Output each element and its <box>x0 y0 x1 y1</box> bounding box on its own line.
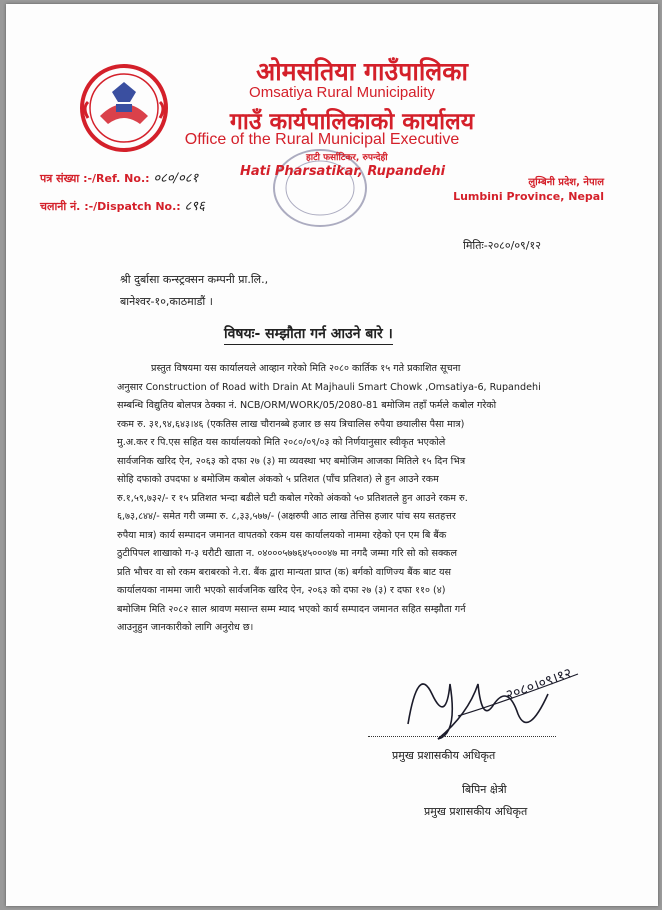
stamp-location-np: हाटी फर्साटिकर, रुपन्देही <box>306 153 388 163</box>
location-en: Hati Pharsatikar, Rupandehi <box>240 164 446 179</box>
office-name-en: Office of the Rural Municipal Executive <box>184 131 460 148</box>
body-line: रुपैया मात्र) कार्य सम्पादन जमानत वापतको रकम यस कार्यालयको नाममा रहेको एन एम बि बैंक <box>117 529 447 541</box>
body-line: आउनुहुन जानकारीको लागि अनुरोध छ। <box>117 622 254 633</box>
body-line: अनुसार Construction of Road with Drain At Majhauli Smart Chowk ,Omsatiya-6, Rupandehi <box>117 381 541 393</box>
dispatch-number <box>40 196 205 214</box>
ref-number <box>40 168 198 186</box>
body-line: रकम रु. ३१,९४,६४३।४६ (एकतिस लाख चौरानब्बे हजार छ सय त्रिचालिस रुपैया छयालीस पैसा मात्र) <box>117 418 465 430</box>
body-line: ठुटीपिपल शाखाको ग-३ धरौटी खाता न. ०४०००५७७६४५०००४७ मा नगदै जम्मा गरि सो को सक्कल <box>117 548 458 559</box>
dispatch-value: ८९६ <box>184 199 205 214</box>
body-line: सोहि दफाको उपदफा ४ बमोजिम कबोल अंकको ५ प्रतिशत (पाँच प्रतिशत) ले हुन आउने रकम <box>117 474 439 485</box>
municipality-name-en: Omsatiya Rural Municipality <box>249 84 435 101</box>
recipient-line-2: बानेश्वर-१०,काठमाडौं । <box>120 295 213 308</box>
body-line: मु.अ.कर र पि.एस सहित यस कार्यालयको मिति २०८०/०९/०३ को निर्णयानुसार स्वीकृत भएकोले <box>117 437 446 448</box>
body-line: सार्वजनिक खरिद ऐन, २०६३ को दफा २७ (३) मा व्यवस्था भए बमोजिम आजका मितिले १५ दिन भित्र <box>117 455 466 467</box>
letter-body <box>117 360 605 638</box>
body-line: बमोजिम मिति २०८२ साल श्रावण मसान्त सम्म म्याद भएको कार्य सम्पादन जमानत सहित सम्झौता गर्न <box>117 603 466 615</box>
office-name-np: गाउँ कार्यपालिकाको कार्यालय <box>229 109 475 135</box>
body-line: रु.१,५९,७३२/- र १५ प्रतिशत भन्दा बढीले घटी कबोल गरेको अंकको ५० प्रतिशतले हुन आउने रकम रु. <box>117 492 468 504</box>
province-en: Lumbini Province, Nepal <box>453 190 604 203</box>
signature-title-1: प्रमुख प्रशासकीय अधिकृत <box>392 749 496 762</box>
province-np: लुम्बिनी प्रदेश, नेपाल <box>528 177 604 188</box>
letter-date: मितिः-२०८०/०९/१२ <box>463 239 541 252</box>
subject-line: विषयः- सम्झौता गर्न आउने बारे । <box>224 324 393 345</box>
signature-date: २०८०।०९।१२ <box>503 665 575 704</box>
letter-page <box>6 4 658 906</box>
handwritten-signature-icon <box>398 654 598 744</box>
signature-line <box>368 736 556 737</box>
municipality-name-np: ओमसतिया गाउँपालिका <box>256 57 468 86</box>
body-line: प्रति भौचर वा सो रकम बराबरको ने.रा. बैंक द्वारा मान्यता प्राप्त (क) बर्गको वाणिज्य बैंक बाट यस <box>117 566 452 578</box>
body-line: कार्यालयका नाममा जारी भएको सार्वजनिक खरिद ऐन, २०६३ को दफा २७ (३) र दफा ११० (४) <box>117 585 446 596</box>
body-line: ६,७३,८४४/- समेत गरी जम्मा रु. ८,३३,५७७/- (अक्षरुपी आठ लाख तेत्तिस हजार पांच सय सतहत्तर <box>117 511 456 522</box>
body-line: प्रस्तुत विषयमा यस कार्यालयले आव्हान गरेको मिति २०८० कार्तिक १५ गते प्रकाशित सूचना <box>151 363 461 374</box>
body-line: सम्बन्धि विद्युतिय बोलपत्र ठेक्का नं. NCB/ORM/WORK/05/2080-81 बमोजिम तहाँ फर्मले कबोल गरेको <box>117 400 497 411</box>
recipient-line-1: श्री दुर्बासा कन्स्ट्रक्सन कम्पनी प्रा.लि., <box>120 273 269 286</box>
officer-name: बिपिन क्षेत्री <box>462 783 507 796</box>
ref-value: ०८०/०८१ <box>153 171 199 186</box>
signature-title-2: प्रमुख प्रशासकीय अधिकृत <box>424 805 528 818</box>
dispatch-label: चलानी नं. :-/Dispatch No.: <box>40 200 181 213</box>
ref-label: पत्र संख्या :-/Ref. No.: <box>40 172 150 185</box>
